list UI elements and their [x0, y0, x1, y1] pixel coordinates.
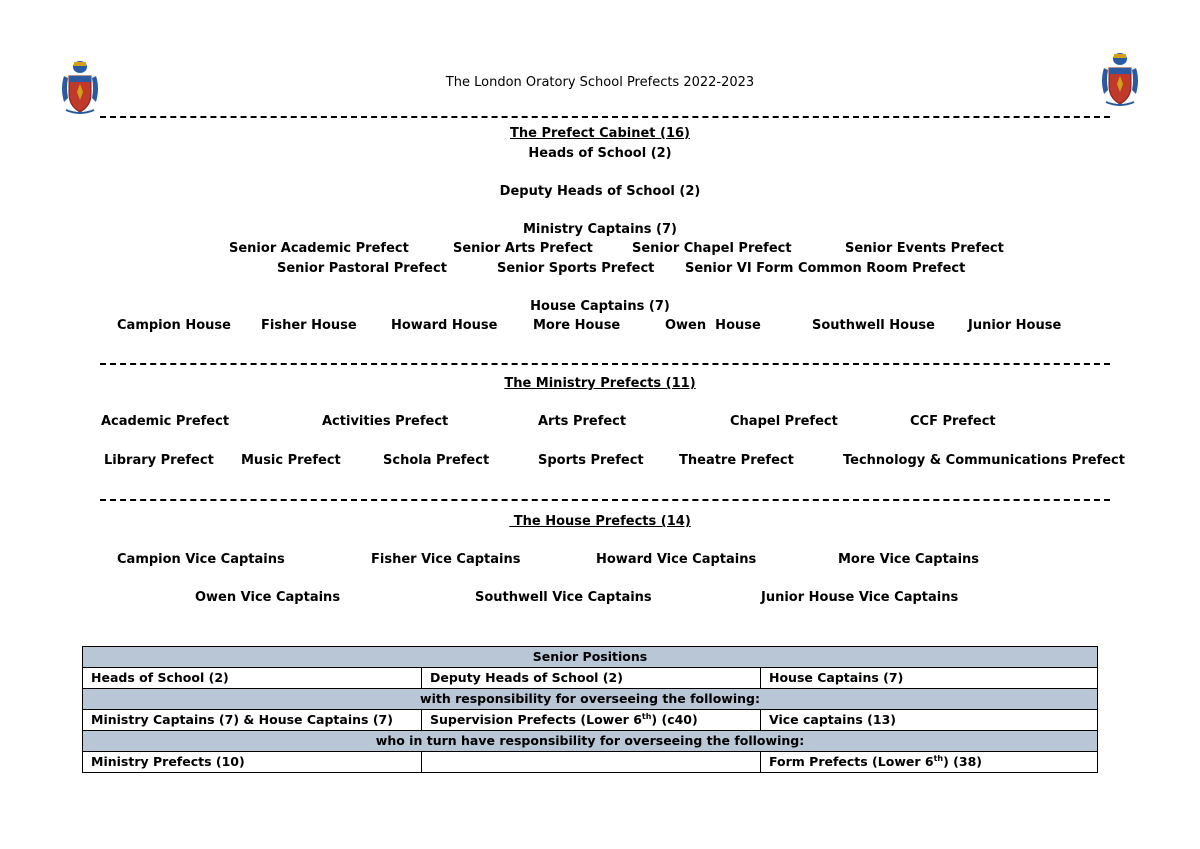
house-name: Junior House: [968, 318, 1062, 333]
table-cell: [761, 752, 1098, 773]
ministry-prefect: Sports Prefect: [538, 453, 644, 468]
vice-captains: Howard Vice Captains: [596, 552, 757, 567]
vice-captains: Southwell Vice Captains: [475, 590, 652, 605]
house-name: More House: [533, 318, 621, 333]
house-prefects-heading: The House Prefects (14): [509, 514, 691, 529]
table-cell: [422, 710, 761, 731]
senior-role: Senior Pastoral Prefect: [277, 261, 447, 276]
cell-text: ) (38): [943, 754, 982, 769]
cabinet-heading: The Prefect Cabinet (16): [509, 126, 690, 141]
vice-captains: Fisher Vice Captains: [371, 552, 521, 567]
table-note-row: [83, 689, 1098, 710]
ministry-prefect: Arts Prefect: [538, 414, 627, 429]
house-name: Fisher House: [261, 318, 357, 333]
table-row: [83, 752, 1098, 773]
ministry-prefect: Theatre Prefect: [679, 453, 794, 468]
table-cell: House Captains (7): [761, 668, 1098, 689]
table-cell: [422, 752, 761, 773]
divider: [100, 116, 1110, 118]
ministry-prefect: Technology & Communications Prefect: [843, 453, 1125, 468]
senior-role: Senior VI Form Common Room Prefect: [685, 261, 966, 276]
vice-captains: Junior House Vice Captains: [761, 590, 959, 605]
table-header-row: [83, 647, 1098, 668]
ministry-prefect: Activities Prefect: [322, 414, 449, 429]
senior-role: Senior Events Prefect: [845, 241, 1004, 256]
ministry-prefect: CCF Prefect: [910, 414, 996, 429]
ministry-prefect: Chapel Prefect: [730, 414, 838, 429]
senior-positions-table: [82, 646, 1098, 773]
table-note: with responsibility for overseeing the following:: [83, 689, 1098, 710]
cell-text: ) (c40): [651, 712, 698, 727]
senior-role: Senior Arts Prefect: [453, 241, 593, 256]
cell-text: Supervision Prefects (Lower 6: [430, 712, 642, 727]
cell-superscript: th: [641, 711, 652, 721]
table-cell: Heads of School (2): [83, 668, 422, 689]
ministry-prefect: Academic Prefect: [101, 414, 230, 429]
table-cell: Ministry Prefects (10): [83, 752, 422, 773]
ministry-prefect: Library Prefect: [104, 453, 214, 468]
table-cell: Ministry Captains (7) & House Captains (7): [83, 710, 422, 731]
vice-captains: Campion Vice Captains: [117, 552, 285, 567]
heads-of-school: Heads of School (2): [528, 146, 672, 161]
deputy-heads: Deputy Heads of School (2): [499, 184, 701, 199]
divider: [100, 363, 1110, 365]
house-name: Southwell House: [812, 318, 935, 333]
table-cell: Vice captains (13): [761, 710, 1098, 731]
vice-captains: More Vice Captains: [838, 552, 980, 567]
house-name: Campion House: [117, 318, 231, 333]
vice-captains: Owen Vice Captains: [195, 590, 341, 605]
cell-text: Form Prefects (Lower 6: [769, 754, 934, 769]
senior-role: Senior Academic Prefect: [229, 241, 409, 256]
table-row: [83, 668, 1098, 689]
house-name: Howard House: [391, 318, 498, 333]
senior-role: Senior Chapel Prefect: [632, 241, 792, 256]
table-row: [83, 710, 1098, 731]
ministry-heading: The Ministry Prefects (11): [504, 376, 696, 391]
house-captains: House Captains (7): [530, 299, 670, 314]
table-header: Senior Positions: [83, 647, 1098, 668]
house-name: Owen House: [665, 318, 761, 333]
table-note: who in turn have responsibility for overseeing the following:: [83, 731, 1098, 752]
document-title: The London Oratory School Prefects 2022-2023: [445, 75, 755, 90]
senior-role: Senior Sports Prefect: [497, 261, 655, 276]
divider: [100, 499, 1110, 501]
ministry-prefect: Music Prefect: [241, 453, 341, 468]
table-cell: Deputy Heads of School (2): [422, 668, 761, 689]
ministry-captains: Ministry Captains (7): [523, 222, 677, 237]
cell-superscript: th: [933, 753, 944, 763]
table-note-row: [83, 731, 1098, 752]
ministry-prefect: Schola Prefect: [383, 453, 490, 468]
